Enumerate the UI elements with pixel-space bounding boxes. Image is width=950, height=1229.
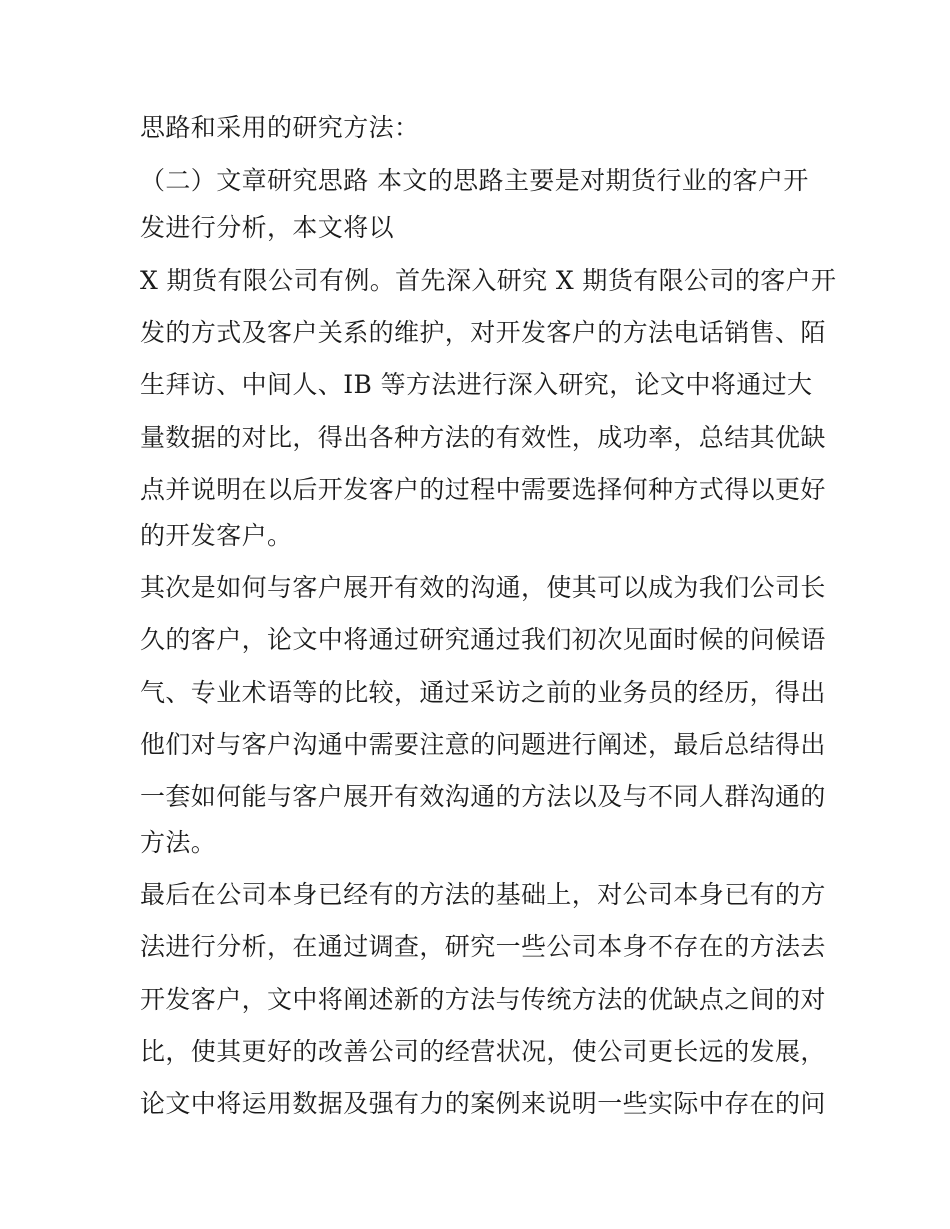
text-line: 气、专业术语等的比较，通过采访之前的业务员的经历，得出 — [140, 678, 826, 707]
text-line: 开发客户，文中将阐述新的方法与传统方法的优缺点之间的对 — [140, 985, 826, 1014]
text-line: 久的客户，论文中将通过研究通过我们初次见面时候的问候语 — [140, 625, 826, 654]
text-line: 发进行分析，本文将以 — [140, 213, 395, 242]
text-line: 其次是如何与客户展开有效的沟通，使其可以成为我们公司长 — [140, 573, 826, 602]
text-line: 点并说明在以后开发客户的过程中需要选择何种方式得以更好 — [140, 475, 826, 504]
text-line: 比，使其更好的改善公司的经营状况，使公司更长远的发展， — [140, 1037, 826, 1066]
text-line: 最后在公司本身已经有的方法的基础上，对公司本身已有的方 — [140, 880, 826, 909]
text-line: 生拜访、中间人、IB 等方法进行深入研究，论文中将通过大 — [140, 370, 813, 399]
text-line: 方法。 — [140, 828, 217, 857]
text-line: 发的方式及客户关系的维护，对开发客户的方法电话销售、陌 — [140, 318, 826, 347]
text-line: X 期货有限公司有例。首先深入研究 X 期货有限公司的客户开 — [140, 266, 837, 295]
text-line: 的开发客户。 — [140, 521, 293, 550]
text-line: 他们对与客户沟通中需要注意的问题进行阐述，最后总结得出 — [140, 730, 826, 759]
section-heading-line: （二）文章研究思路 本文的思路主要是对期货行业的客户开 — [140, 166, 809, 195]
text-line: 思路和采用的研究方法： — [140, 113, 420, 142]
text-line: 量数据的对比，得出各种方法的有效性，成功率，总结其优缺 — [140, 423, 826, 452]
text-line: 法进行分析，在通过调查，研究一些公司本身不存在的方法去 — [140, 932, 826, 961]
text-line: 一套如何能与客户展开有效沟通的方法以及与不同人群沟通的 — [140, 782, 826, 811]
text-line: 论文中将运用数据及强有力的案例来说明一些实际中存在的问 — [140, 1089, 826, 1118]
